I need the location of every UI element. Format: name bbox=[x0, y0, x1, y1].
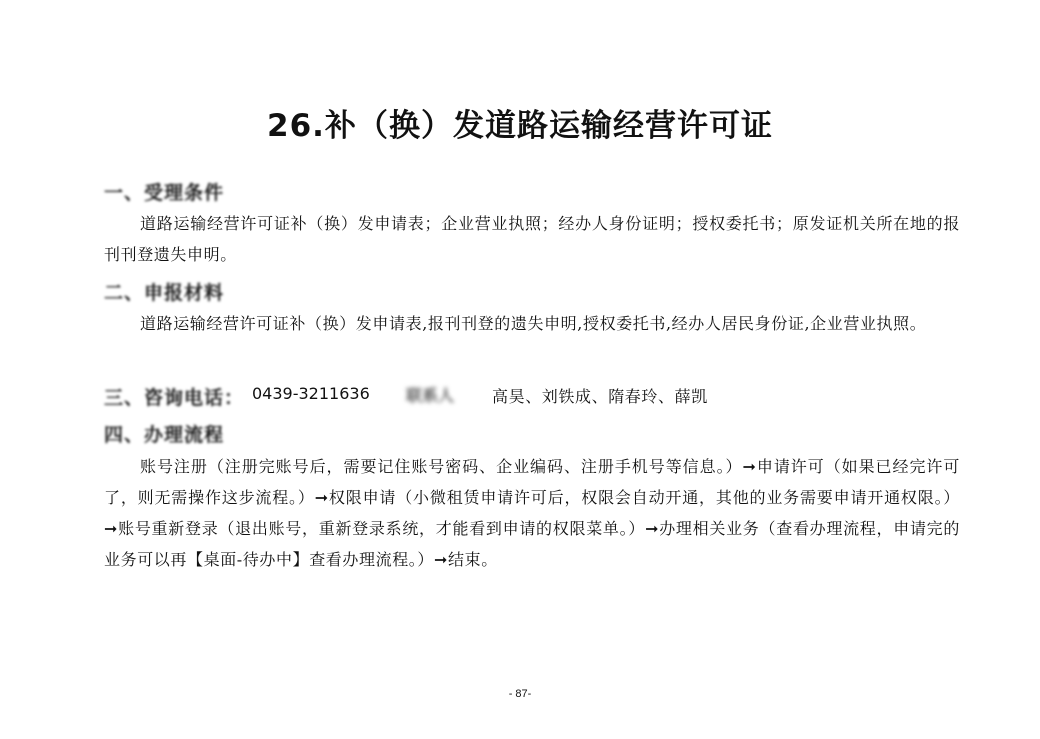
contact-phone: 0439-3211636 bbox=[252, 384, 370, 403]
section-text-conditions: 道路运输经营许可证补（换）发申请表；企业营业执照；经办人身份证明；授权委托书；原发证机关所在地的报刊刊登遗失申明。 bbox=[104, 214, 960, 264]
contact-person-label: 联系人 bbox=[406, 386, 455, 405]
section-text-process: 账号注册（注册完账号后，需要记住账号密码、企业编码、注册手机号等信息。）➞申请许可（如果已经完许可了，则无需操作这步流程。）➞权限申请（小微租赁申请许可后，权限会自动开通，其他的业务需要申请开通权限。）➞账号重新登录（退出账号，重新登录系统，才能看到申请的权限菜单。）➞办理相关业务（查看办理流程，申请完的业务可以再【桌面-待办中】查看办理流程。）➞结束。 bbox=[104, 457, 960, 569]
section-heading-contact bbox=[104, 383, 244, 410]
section-text-materials: 道路运输经营许可证补（换）发申请表,报刊刊登的遗失申明,授权委托书,经办人居民身份证,企业营业执照。 bbox=[140, 314, 927, 333]
section-heading-process-text: 四、办理流程 bbox=[104, 424, 225, 446]
page-title: 26.补（换）发道路运输经营许可证 bbox=[267, 108, 773, 144]
page-number: - 87- bbox=[508, 688, 532, 700]
section-heading-process bbox=[104, 420, 224, 447]
contact-names: 高昊、刘铁成、隋春玲、薛凯 bbox=[492, 387, 708, 406]
section-heading-contact-text: 三、咨询电话： bbox=[104, 387, 245, 409]
section-heading-conditions bbox=[104, 178, 224, 205]
section-heading-conditions-text: 一、受理条件 bbox=[104, 182, 225, 204]
section-heading-materials bbox=[104, 278, 224, 305]
section-heading-materials-text: 二、申报材料 bbox=[104, 282, 225, 304]
